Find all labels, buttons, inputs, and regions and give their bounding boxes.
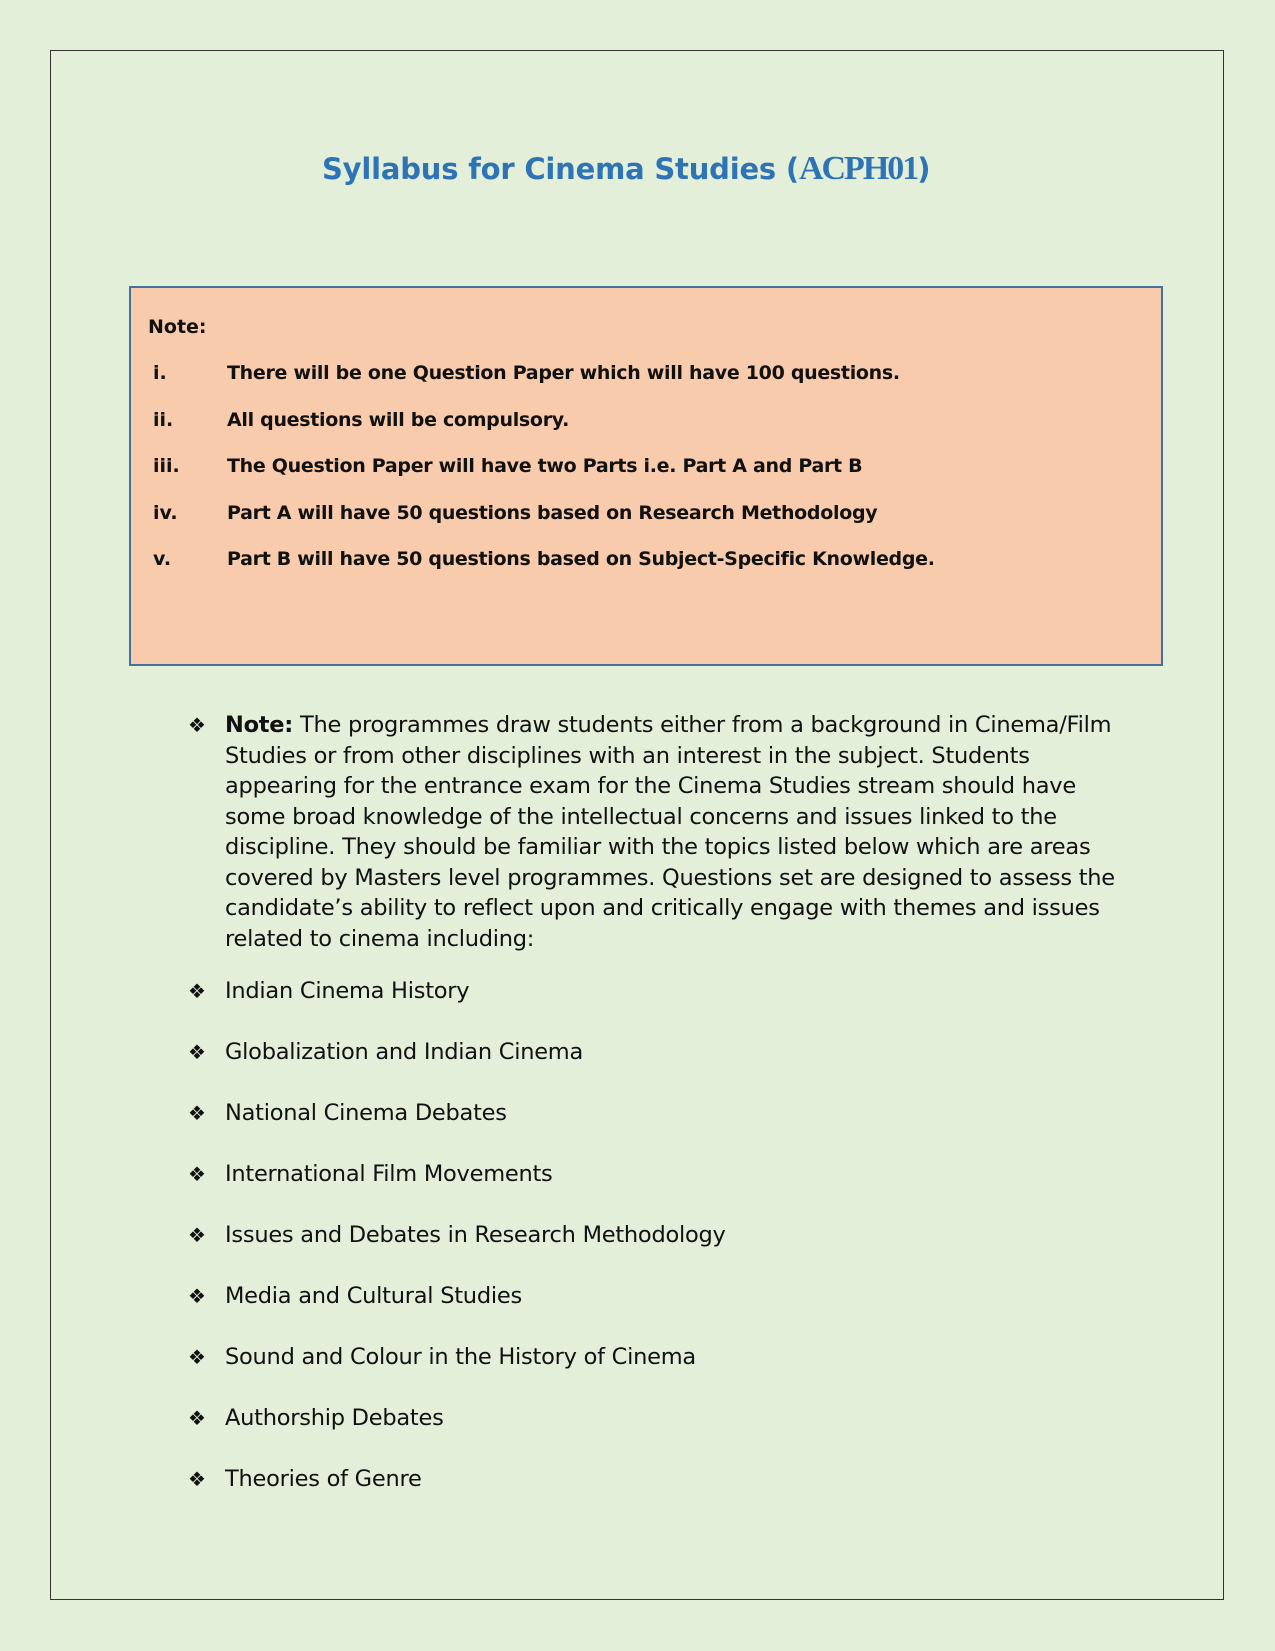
topic-label: Theories of Genre [225,1466,422,1492]
topic-label: International Film Movements [225,1161,553,1187]
note-item-number: ii. [153,408,174,431]
diamond-bullet-icon: ❖ [188,979,206,1003]
topic-item [188,1098,1138,1159]
diamond-bullet-icon: ❖ [188,1467,206,1491]
topic-label: Issues and Debates in Research Methodology [225,1222,726,1248]
page-title [322,150,930,188]
topic-item [188,1159,1138,1220]
diamond-bullet-icon: ❖ [188,1406,206,1430]
topic-list [188,976,1138,1525]
diamond-bullet-icon: ❖ [188,1040,206,1064]
diamond-bullet-icon: ❖ [188,1284,206,1308]
note-box [129,286,1163,666]
course-code: ACPH01 [798,150,918,187]
topic-item [188,976,1138,1037]
topic-label: Indian Cinema History [225,978,470,1004]
topic-label: Authorship Debates [225,1405,444,1431]
title-text: Syllabus for Cinema Studies ( [322,152,799,186]
intro-lead: Note: [225,712,294,738]
diamond-bullet-icon: ❖ [188,1223,206,1247]
note-item-number: iii. [153,455,180,477]
topic-item [188,1281,1138,1342]
note-item-text: Part B will have 50 questions based on Subject-Specific Knowledge. [227,548,935,570]
note-item-text: The Question Paper will have two Parts i.e. Part A and Part B [227,455,863,477]
topic-label: Sound and Colour in the History of Cinema [225,1344,696,1370]
diamond-bullet-icon: ❖ [188,1345,206,1369]
note-item-text: Part A will have 50 questions based on Research Methodology [227,501,878,524]
diamond-bullet-icon: ❖ [188,1162,206,1186]
note-item-text: There will be one Question Paper which will have 100 questions. [227,362,900,384]
topic-item [188,1403,1138,1464]
note-item-number: i. [153,362,167,384]
topic-item [188,1464,1138,1525]
intro-paragraph [188,710,1138,954]
intro-body: The programmes draw students either from a background in Cinema/Film Studies or from other disciplines with an interest in the subject. Students appearing for the entrance exam for the Cinema Studies stream should have some broad knowledge of the intellectual concerns and issues linked to the discipline. They should be familiar with the topics listed below which are areas covered by Masters level programmes. Questions set are designed to assess the candidate’s ability to reflect upon and critically engage with themes and issues related to cinema including: [225,712,1115,952]
topic-item [188,1037,1138,1098]
diamond-bullet-icon: ❖ [188,713,206,737]
topic-label: National Cinema Debates [225,1100,507,1126]
intro-text [225,710,1138,954]
syllabus-content [188,710,1138,1525]
topic-label: Globalization and Indian Cinema [225,1039,584,1065]
note-item-number: iv. [153,501,178,524]
topic-item [188,1342,1138,1403]
note-label: Note: [148,316,207,338]
topic-item [188,1220,1138,1281]
note-item-text: All questions will be compulsory. [227,408,570,431]
topic-label: Media and Cultural Studies [225,1283,522,1309]
note-item-number: v. [153,548,172,570]
diamond-bullet-icon: ❖ [188,1101,206,1125]
title-close-paren: ) [917,152,931,186]
